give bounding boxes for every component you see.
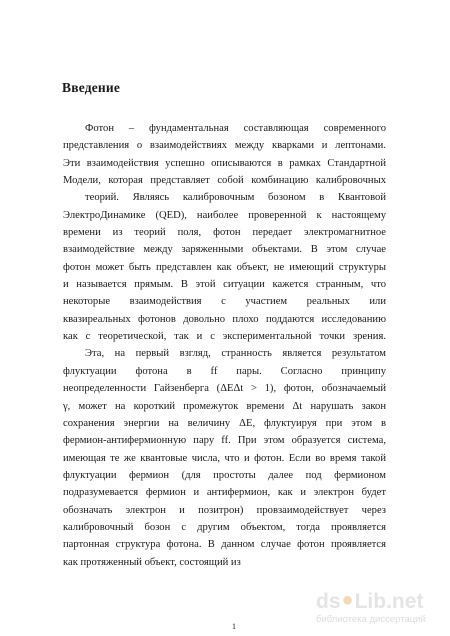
watermark-logo-left: ds	[316, 590, 341, 613]
text-line: подразумевается фермион и антифермион, как и электрон будет	[63, 487, 386, 499]
watermark-logo	[316, 590, 423, 614]
text-line: имеющая те же квантовые числа, что и фотон. Если во время такой	[63, 452, 386, 464]
text-line: флуктуации фотона в ff пары. Согласно принципу	[63, 365, 386, 377]
text-line: фермион-антифермионную пару ff. При этом образуется система,	[63, 435, 386, 447]
text-line: фотон может быть представлен как объект, не имеющий структуры	[63, 261, 386, 273]
text-line: Фотон – фундаментальная составляющая современного	[85, 123, 386, 134]
text-line: взаимодействие между заряженными объектами. В этом случае	[63, 244, 386, 256]
text-line: неопределенности Гайзенберга (ΔEΔt > 1), фотон, обозначаемый	[63, 383, 386, 395]
text-line: флуктуации фермион (для простоты далее под фермионом	[63, 469, 386, 481]
text-line: Эти взаимодействия успешно описываются в рамках Стандартной	[63, 157, 386, 169]
text-line: партонная структура фотона. В данном случае фотон проявляется	[63, 539, 386, 551]
text-line: Эта, на первый взгляд, странность является результатом	[85, 348, 386, 360]
text-line: ЭлектроДинамике (QED), наиболее проверенной к настоящему	[63, 209, 386, 221]
body-text	[63, 120, 386, 571]
text-line: времени из теорий поля, фотон передает электромагнитное	[63, 227, 386, 239]
watermark-subtitle: библиотека диссертаций	[316, 614, 426, 625]
text-line: сохранения энергии на величину ΔE, флуктуируя при этом в	[63, 417, 386, 429]
text-line: как с теоретической, так и с экспериментальной точки зрения.	[63, 331, 386, 343]
text-line: Модели, которая представляет собой комбинацию калибровочных	[63, 175, 386, 187]
text-line: калибровочный бозон с другим объектом, тогда проявляется	[63, 521, 386, 533]
text-line: и называется прямым. В этой ситуации кажется странным, что	[63, 279, 386, 291]
text-line: γ, может на короткий промежуток времени Δt нарушать закон	[63, 400, 386, 412]
text-line: обозначать электрон и позитрон) провзаимодействует через	[63, 504, 386, 516]
dslib-watermark	[316, 588, 442, 628]
watermark-dot-icon: ●	[341, 589, 354, 611]
text-line: теорий. Являясь калибровочным бозоном в Квантовой	[85, 192, 386, 204]
text-line: как протяженный объект, состоящий из	[63, 556, 241, 568]
page-number: 1	[232, 622, 236, 631]
section-heading: Введение	[62, 80, 121, 95]
text-line: представления о взаимодействиях между кварками и лептонами.	[63, 140, 386, 152]
text-line: квазиреальных фотонов довольно плохо поддаются исследованию	[63, 313, 386, 325]
watermark-logo-right: Lib.net	[354, 590, 424, 613]
text-line: некоторые взаимодействия с участием реальных или	[63, 296, 386, 308]
